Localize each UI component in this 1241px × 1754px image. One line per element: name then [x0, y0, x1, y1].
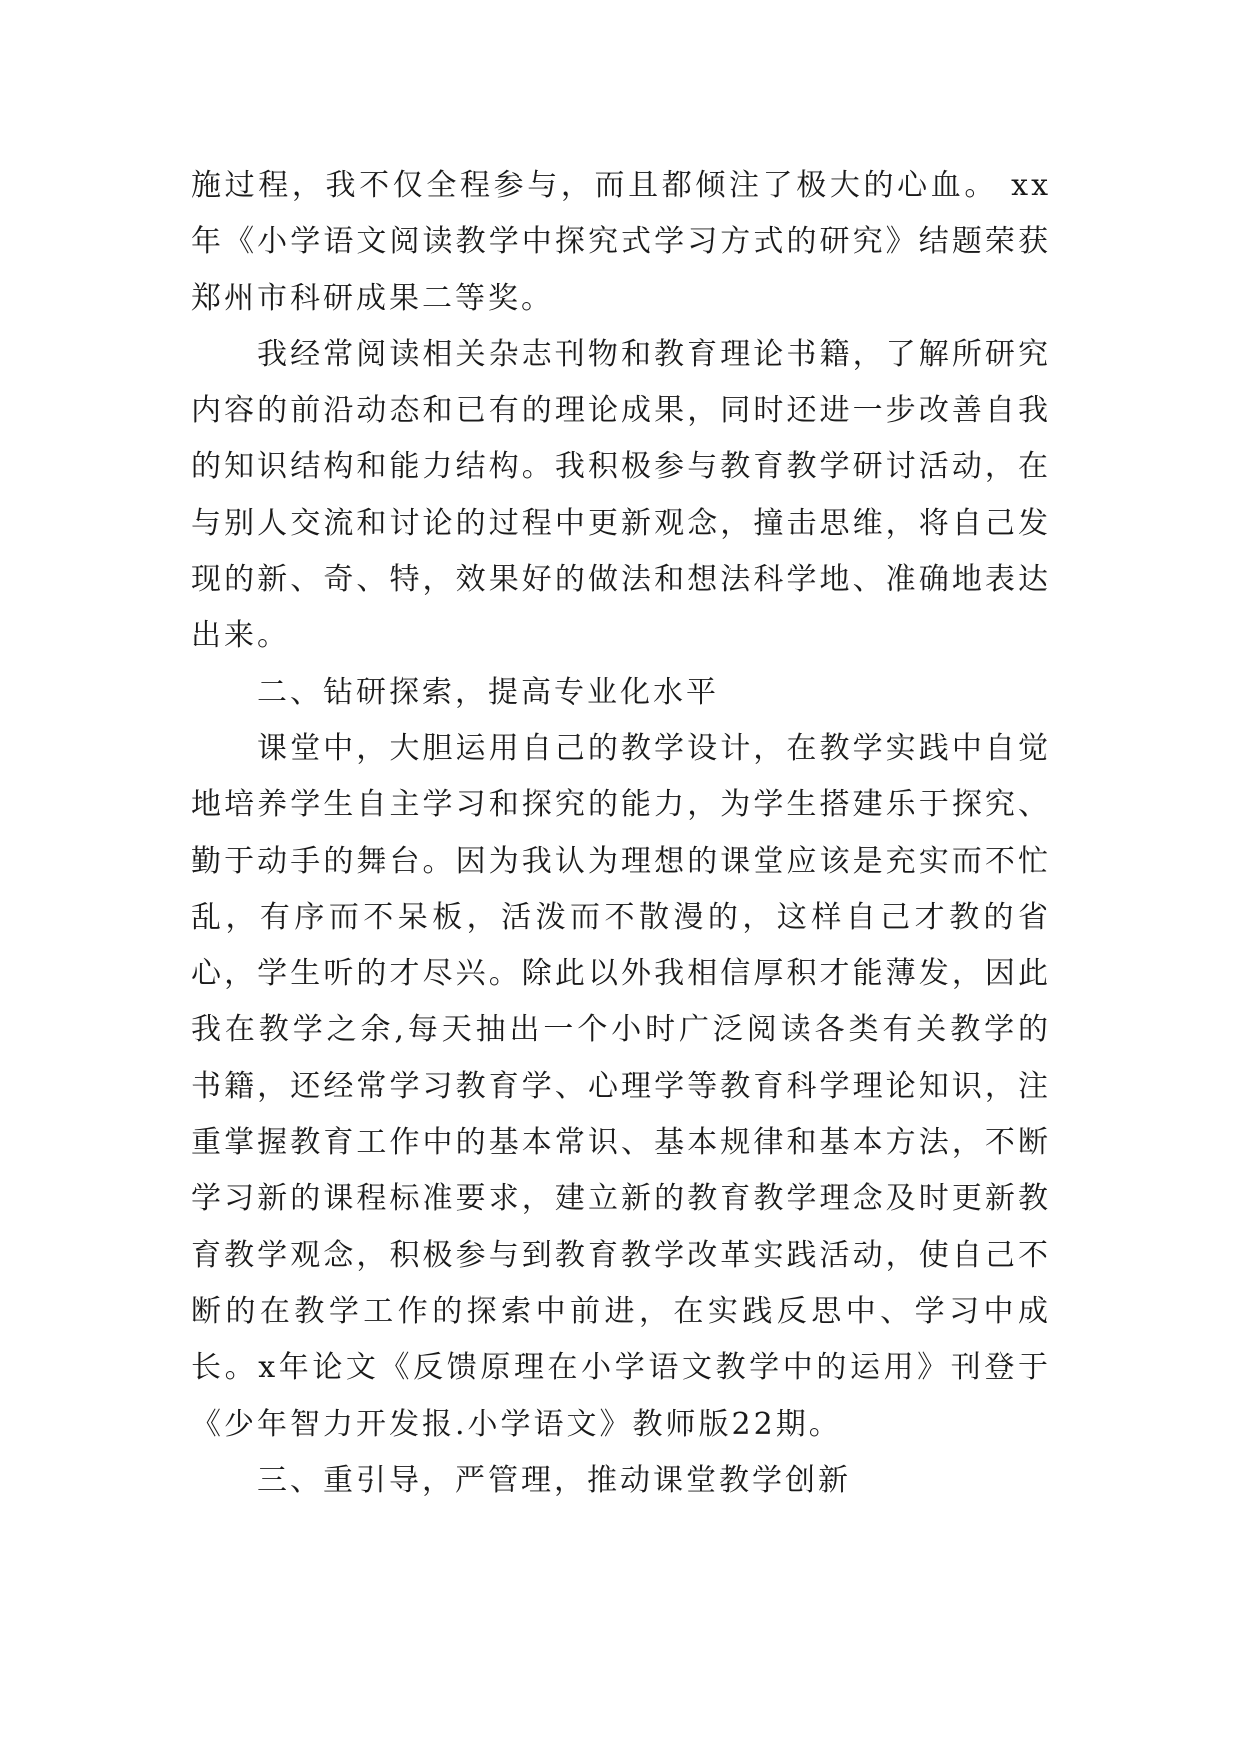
section-heading-2: 二、钻研探索，提高专业化水平 [257, 674, 719, 710]
paragraph-continuation: 施过程，我不仅全程参与，而且都倾注了极大的心血。 xx年《小学语文阅读教学中探究式学习方式的研究》结题荣获郑州市科研成果二等奖。 [191, 168, 1051, 316]
document-body [191, 158, 1051, 1509]
section-heading-3: 三、重引导，严管理，推动课堂教学创新 [257, 1462, 851, 1498]
paragraph-reading-research: 我经常阅读相关杂志刊物和教育理论书籍，了解所研究内容的前沿动态和已有的理论成果，同时还进一步改善自我的知识结构和能力结构。我积极参与教育教学研讨活动，在与别人交流和讨论的过程中更新观念，撞击思维，将自己发现的新、奇、特，效果好的做法和想法科学地、准确地表达出来。 [191, 336, 1051, 654]
paragraph-classroom-practice: 课堂中，大胆运用自己的教学设计，在教学实践中自觉地培养学生自主学习和探究的能力，为学生搭建乐于探究、勤于动手的舞台。因为我认为理想的课堂应该是充实而不忙乱，有序而不呆板，活泼而不散漫的，这样自己才教的省心，学生听的才尽兴。除此以外我相信厚积才能薄发，因此我在教学之余,每天抽出一个小时广泛阅读各类有关教学的书籍，还经常学习教育学、心理学等教育科学理论知识，注重掌握教育工作中的基本常识、基本规律和基本方法，不断学习新的课程标准要求，建立新的教育教学理念及时更新教育教学观念，积极参与到教育教学改革实践活动，使自己不断的在教学工作的探索中前进，在实践反思中、学习中成长。x年论文《反馈原理在小学语文教学中的运用》刊登于《少年智力开发报.小学语文》教师版22期。 [191, 730, 1051, 1442]
